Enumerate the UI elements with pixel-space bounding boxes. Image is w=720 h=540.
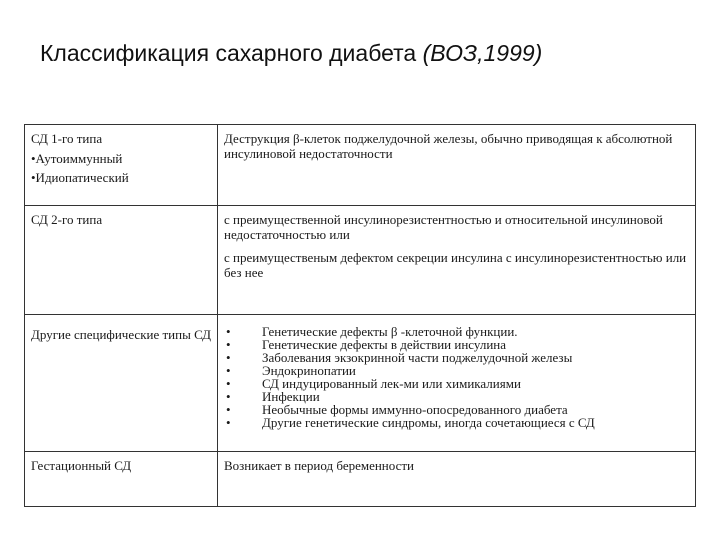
list-item [224,416,689,429]
list-item-text: Эндокринопатии [262,363,356,378]
description-text: Деструкция β-клеток поджелудочной железы, обычно приводящая к абсолютной инсулиновой недостаточности [224,131,673,161]
bullet: • [226,402,231,417]
table-row [25,125,696,206]
description-cell [218,125,696,206]
page-title [40,40,542,67]
table-row [25,315,696,452]
table-row [25,206,696,315]
bullet: • [226,350,231,365]
description-cell [218,452,696,507]
list-item-text: Другие генетические синдромы, иногда сочетающиеся с СД [262,415,595,430]
table-row [25,452,696,507]
bullet: • [226,415,231,430]
title-source: (ВОЗ,1999) [422,40,543,66]
subtype-item: •Аутоиммунный [31,151,123,166]
bullet: • [226,363,231,378]
list-item-text: Инфекции [262,389,320,404]
list-item-text: Генетические дефекты в действии инсулина [262,337,506,352]
type-label: Другие специфические типы СД [31,327,211,342]
list-item-text: СД индуцированный лек-ми или химикалиями [262,376,521,391]
subtype-item: •Идиопатический [31,170,129,185]
bullet: • [226,337,231,352]
description-text: с преимущественной инсулинорезистентностью и относительной инсулиновой недостаточностью или [224,212,663,242]
type-label: СД 2-го типа [31,212,103,227]
title-main: Классификация сахарного диабета [40,40,417,66]
bullet: • [226,389,231,404]
bullet: • [226,376,231,391]
type-cell [25,452,218,507]
description-cell [218,315,696,452]
list-item-text: Генетические дефекты β -клеточной функции. [262,324,518,339]
description-text: с преимущественым дефектом секреции инсулина с инсулинорезистентностью или без нее [224,250,687,280]
type-cell [25,125,218,206]
list-item-text: Необычные формы иммунно-опосредованного диабета [262,402,568,417]
description-cell [218,206,696,315]
list-item-text: Заболевания экзокринной части поджелудочной железы [262,350,573,365]
type-label: Гестационный СД [31,458,132,473]
bullet: • [226,324,231,339]
type-cell [25,206,218,315]
classification-table [24,124,696,507]
type-cell [25,315,218,452]
description-text: Возникает в период беременности [224,458,414,473]
type-label: СД 1-го типа [31,131,103,146]
